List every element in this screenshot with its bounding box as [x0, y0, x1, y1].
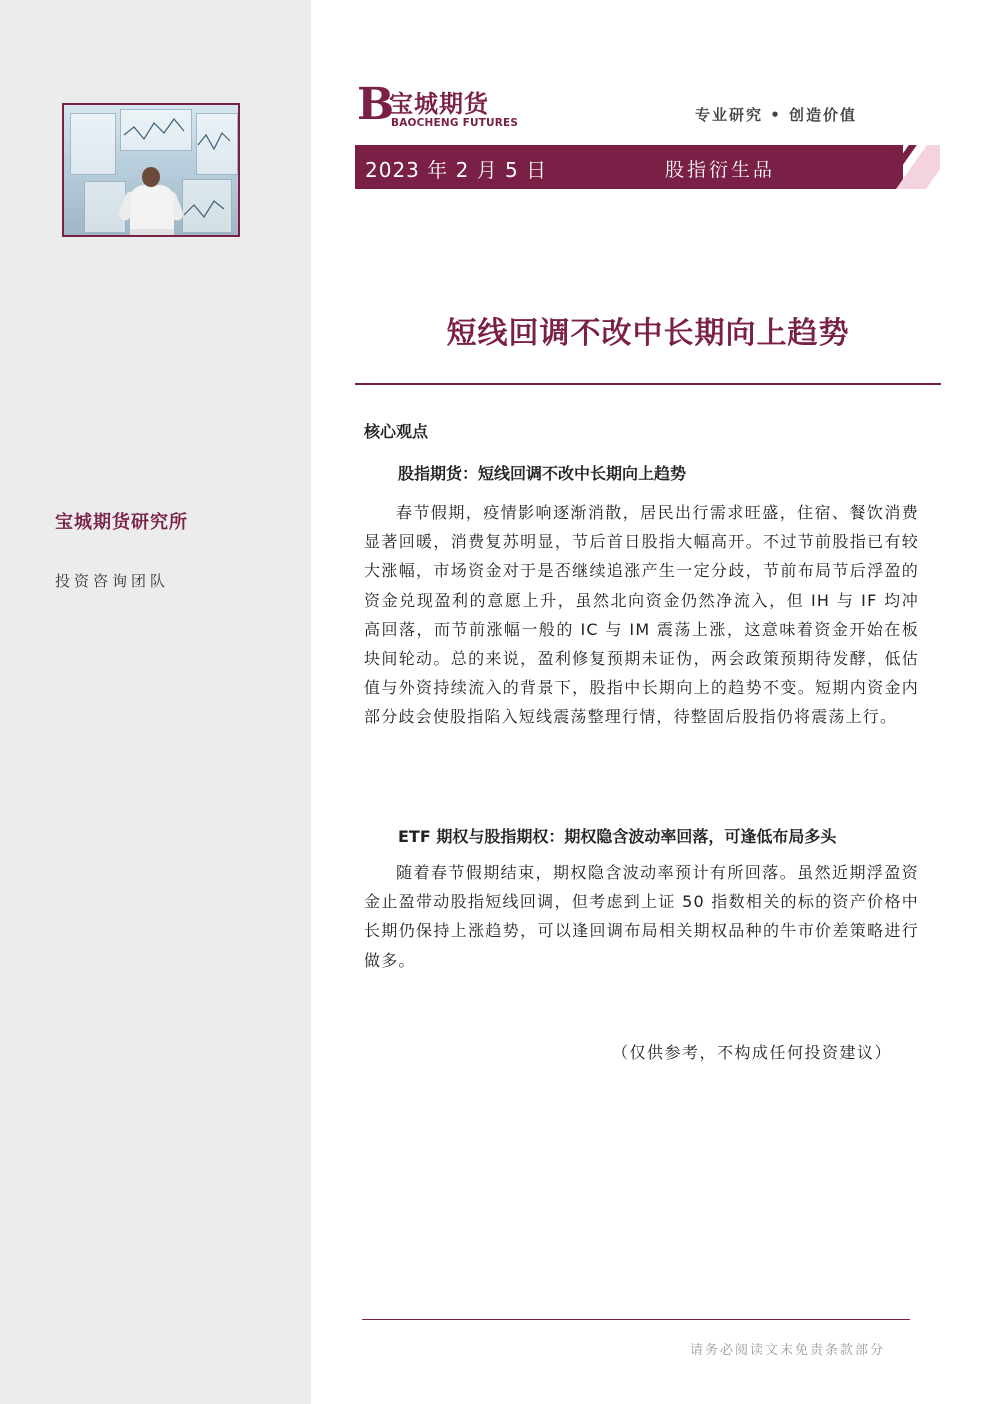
slogan: 专业研究 • 创造价值 [695, 106, 858, 124]
index-futures-heading: 股指期货：短线回调不改中长期向上趋势 [398, 464, 687, 483]
report-category: 股指衍生品 [665, 159, 776, 181]
logo-chinese-name: 宝城期货 [389, 90, 489, 118]
options-heading: ETF 期权与股指期权：期权隐含波动率回落，可逢低布局多头 [398, 827, 837, 846]
research-institute-name: 宝城期货研究所 [55, 512, 188, 533]
title-divider [355, 383, 941, 385]
report-date: 2023 年 2 月 5 日 [365, 158, 548, 182]
team-name: 投资咨询团队 [55, 572, 170, 590]
options-paragraph: 随着春节假期结束，期权隐含波动率预计有所回落。虽然近期浮盈资金止盈带动股指短线回调，但考虑到上证 50 指数相关的标的资产价格中长期仍保持上涨趋势，可以逢回调布局相关期权品种的牛市价差策略进行做多。 [364, 863, 919, 970]
index-futures-paragraph: 春节假期，疫情影响逐渐消散，居民出行需求旺盛，住宿、餐饮消费显著回暖，消费复苏明显，节后首日股指大幅高开。不过节前股指已有较大涨幅，市场资金对于是否继续追涨产生一定分歧，节前布局节后浮盈的资金兑现盈利的意愿上升，虽然北向资金仍然净流入，但 IH 与 IF 均冲高回落，而节前涨幅一般的 IC 与 IM 震荡上涨，这意味着资金开始在板块间轮动。总的来说，盈利修复预期未证伪，两会政策预期待发酵，低估值与外资持续流入的背景下，股指中长期向上的趋势不变。短期内资金内部分歧会使股指陷入短线震荡整理行情，待整固后股指仍将震荡上行。 [364, 503, 919, 727]
logo-mark-icon: B [357, 79, 395, 130]
report-title: 短线回调不改中长期向上趋势 [446, 316, 850, 351]
date-banner [355, 145, 903, 189]
banner-stripes [860, 145, 940, 189]
cover-image [62, 103, 240, 237]
core-view-heading: 核心观点 [364, 422, 429, 441]
sidebar [0, 0, 311, 1404]
company-logo [357, 79, 527, 134]
footer-divider [362, 1319, 910, 1320]
advice-disclaimer: （仅供参考，不构成任何投资建议） [612, 1043, 893, 1062]
footer-disclaimer: 请务必阅读文末免责条款部分 [690, 1343, 886, 1358]
logo-english-name: BAOCHENG FUTURES [391, 117, 519, 129]
